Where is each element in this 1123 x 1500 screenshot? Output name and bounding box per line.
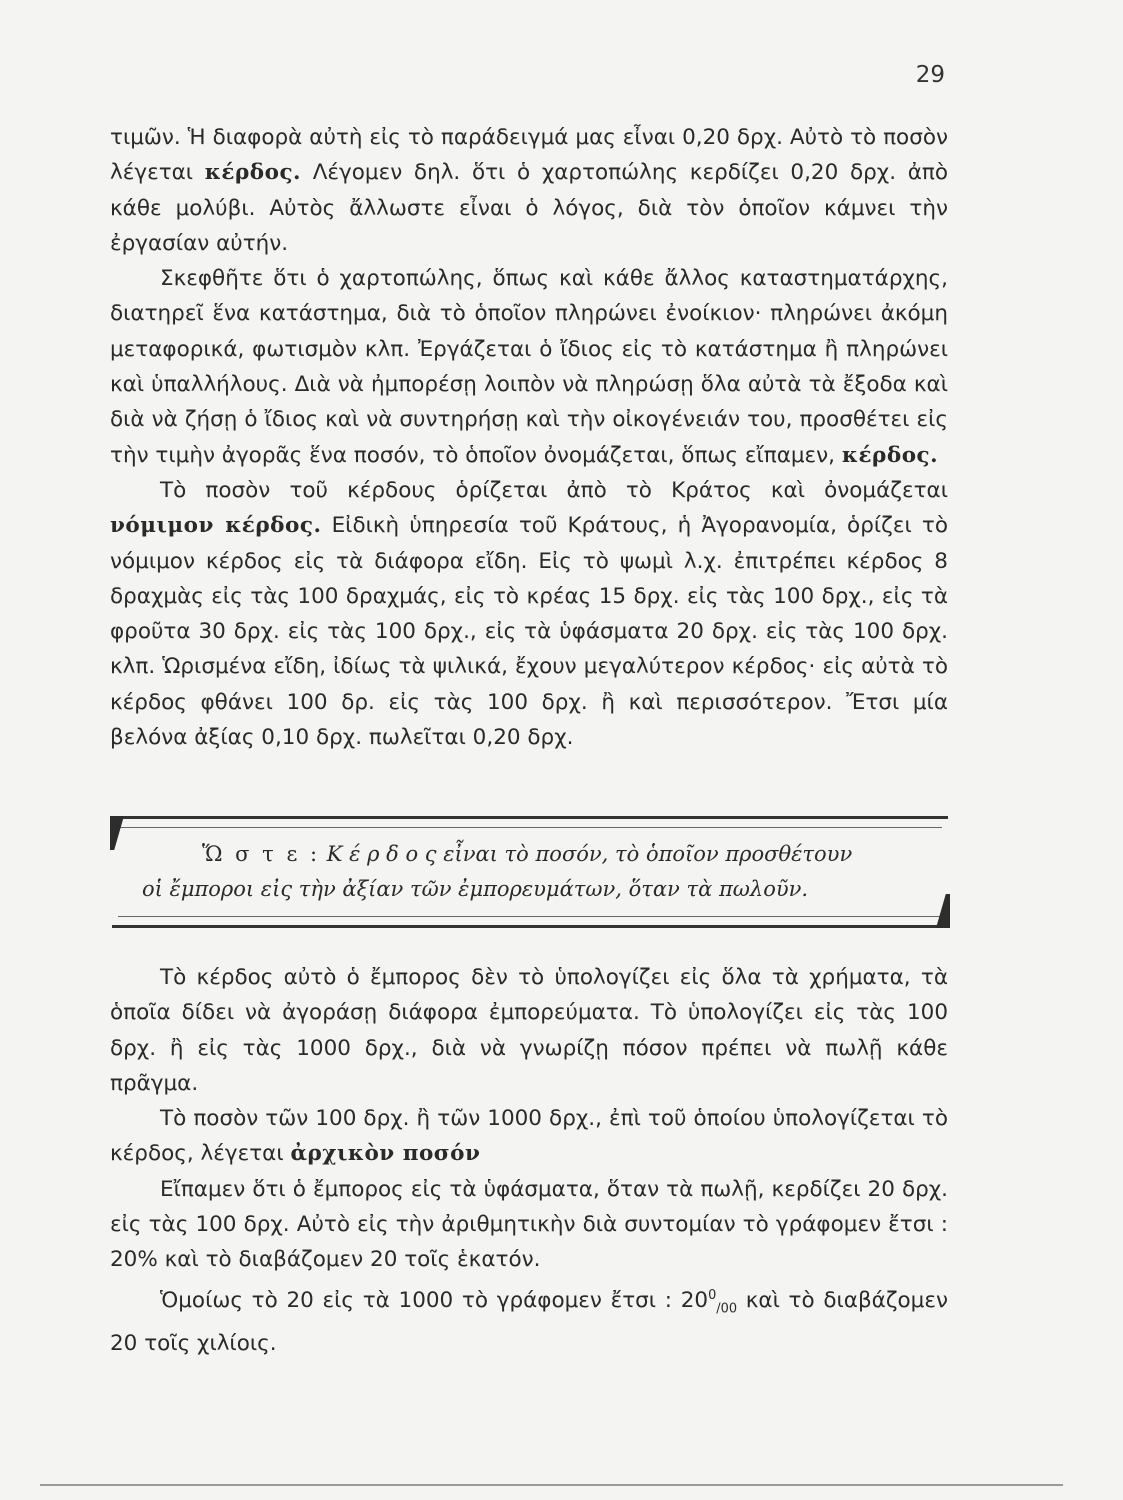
permille-sub: /00 (716, 1301, 738, 1317)
definition-lead: Ὥ σ τ ε : (202, 842, 321, 866)
bottom-edge-line (40, 1484, 1063, 1486)
term-kerdos-2: κέρδος. (841, 442, 939, 468)
paragraph-1-text: τιμῶν. Ἡ διαφορὰ αὐτὴ εἰς τὸ παράδειγμά μας εἶναι 0,20 δρχ. Αὐτὸ τὸ ποσὸν λέγεται (110, 125, 948, 186)
paragraph-1 (110, 120, 948, 261)
term-archikon-poson: ἀρχικὸν ποσόν (290, 1141, 481, 1167)
definition-text (142, 837, 920, 907)
definition-line-2: οἱ ἔμποροι εἰς τὴν ἀξίαν τῶν ἐμπορευμάτων, ὅταν τὰ πωλοῦν. (142, 877, 809, 901)
paragraph-3-text: Τὸ ποσὸν τοῦ κέρδους ὁρίζεται ἀπὸ τὸ Κράτος καὶ ὀνομάζεται (160, 477, 948, 503)
paragraph-1-continuation: Λέγομεν δηλ. ὅτι ὁ χαρτοπώλης κερδίζει 0,20 δρχ. ἀπὸ κάθε μολύβι. Αὐτὸς ἄλλωστε εἶναι ὁ λόγος, διὰ τὸν ὁποῖον κάμνει τὴν ἐργασίαν αὐτήν. (110, 160, 948, 256)
permille-base: 20 (680, 1287, 709, 1313)
paragraph-5 (110, 1101, 948, 1172)
paragraph-2-text: Σκεφθῆτε ὅτι ὁ χαρτοπώλης, ὅπως καὶ κάθε ἄλλος καταστηματάρχης, διατηρεῖ ἕνα κατάστημα, διὰ τὸ ὁποῖον πληρώνει ἐνοίκιον· πληρώνει ἀκόμη μεταφορικά, φωτισμὸν κλπ. Ἐργάζεται ὁ ἴδιος εἰς τὸ κατάστημα ἢ πληρώνει καὶ ὑπαλλήλους. Διὰ νὰ ἠμπορέσῃ λοιπὸν νὰ πληρώσῃ ὅλα αὐτὰ τὰ ἔξοδα καὶ διὰ νὰ ζήσῃ ὁ ἴδιος καὶ νὰ συντηρήσῃ καὶ τὴν οἰκογένειάν του, προσθέτει εἰς τὴν τιμὴν ἀγορᾶς ἕνα ποσόν, τὸ ὁποῖον ὀνομάζεται, ὅπως εἴπαμεν, (110, 266, 948, 468)
paragraph-7 (110, 1278, 948, 1362)
permille-sup: 0 (708, 1287, 717, 1303)
paragraph-7-text: Ὁμοίως τὸ 20 εἰς τὰ 1000 τὸ γράφομεν ἔτσι : (160, 1287, 673, 1313)
paragraph-4: Τὸ κέρδος αὐτὸ ὁ ἔμπορος δὲν τὸ ὑπολογίζει εἰς ὅλα τὰ χρήματα, τὰ ὁποῖα δίδει νὰ ἀγοράσῃ διάφορα ἐμπορεύματα. Τὸ ὑπολογίζει εἰς τὰς 100 δρχ. ἢ εἰς τὰς 1000 δρχ., διὰ νὰ γνωρίζῃ πόσον πρέπει νὰ πωλῇ κάθε πρᾶγμα. (110, 965, 948, 1096)
paragraph-6-text: Εἴπαμεν ὅτι ὁ ἔμπορος εἰς τὰ ὑφάσματα, ὅταν τὰ πωλῇ, κερδίζει 20 δρχ. εἰς τὰς 100 δρχ. Αὐτὸ εἰς τὴν ἀριθμητικὴν διὰ συντομίαν τὸ γράφομεν ἔτσι : (110, 1176, 948, 1238)
paragraph-3 (110, 473, 948, 755)
paragraph-6-end: καὶ τὸ διαβάζομεν 20 τοῖς ἑκατόν. (164, 1247, 541, 1273)
definition-box (112, 816, 948, 928)
top-text-block (110, 120, 948, 755)
paragraph-7-end: καὶ τὸ διαβάζομεν 20 τοῖς χιλίοις. (110, 1287, 948, 1357)
definition-line-1: Κ έ ρ δ ο ς εἶναι τὸ ποσόν, τὸ ὁποῖον προσθέτουν (326, 842, 853, 866)
paragraph-5-text: Τὸ ποσὸν τῶν 100 δρχ. ἢ τῶν 1000 δρχ., ἐπὶ τοῦ ὁποίου ὑπολογίζεται τὸ κέρδος, λέγεται (110, 1106, 948, 1167)
paragraph-2 (110, 261, 948, 473)
permille-symbol (680, 1287, 738, 1317)
page-number: 29 (915, 62, 945, 88)
term-kerdos: κέρδος. (204, 160, 302, 186)
term-nomimon-kerdos: νόμιμον κέρδος. (110, 513, 322, 539)
percent-symbol: 20% (110, 1247, 158, 1273)
bottom-text-block (110, 960, 948, 1362)
paragraph-3-continuation: Εἰδικὴ ὑπηρεσία τοῦ Κράτους, ἡ Ἀγορανομία, ὁρίζει τὸ νόμιμον κέρδος εἰς τὰ διάφορα εἴδη. Εἰς τὸ ψωμὶ λ.χ. ἐπιτρέπει κέρδος 8 δραχμὰς εἰς τὰς 100 δραχμάς, εἰς τὸ κρέας 15 δρχ. εἰς τὰς 100 δρχ., εἰς τὰ φροῦτα 30 δρχ. εἰς τὰς 100 δρχ., εἰς τὰ ὑφάσματα 20 δρχ. εἰς τὰς 100 δρχ. κλπ. Ὡρισμένα εἴδη, ἰδίως τὰ ψιλικά, ἔχουν μεγαλύτερον κέρδος· εἰς αὐτὰ τὸ κέρδος φθάνει 100 δρ. εἰς τὰς 100 δρχ. ἢ καὶ περισσότερον. Ἔτσι μία βελόνα ἀξίας 0,10 δρχ. πωλεῖται 0,20 δρχ. (110, 513, 948, 751)
paragraph-6 (110, 1172, 948, 1278)
